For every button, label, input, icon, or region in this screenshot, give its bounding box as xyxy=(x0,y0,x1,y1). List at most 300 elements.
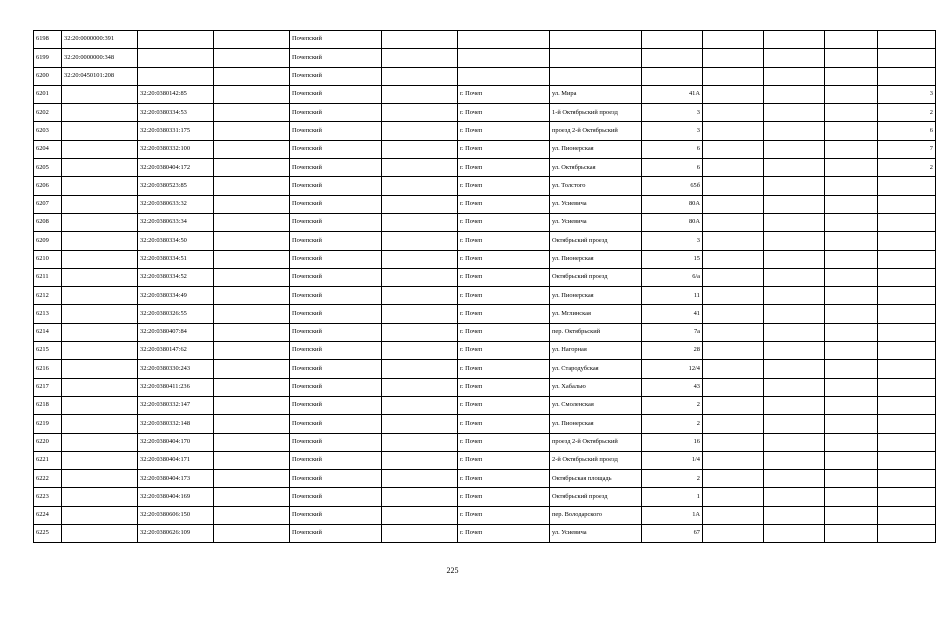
table-cell xyxy=(382,268,458,286)
table-cell: 32:20:0380334:52 xyxy=(138,268,214,286)
table-cell: г. Почеп xyxy=(458,122,550,140)
table-cell: 32:20:0380411:236 xyxy=(138,378,214,396)
table-cell xyxy=(703,67,764,85)
table-cell: г. Почеп xyxy=(458,470,550,488)
table-cell xyxy=(825,268,878,286)
table-cell: 32:20:0380626:109 xyxy=(138,525,214,543)
table-cell xyxy=(764,177,825,195)
table-cell xyxy=(878,451,936,469)
table-cell xyxy=(878,506,936,524)
table-cell xyxy=(703,49,764,67)
table-cell: 32:20:0380633:32 xyxy=(138,195,214,213)
table-cell: 6206 xyxy=(34,177,62,195)
table-cell xyxy=(382,451,458,469)
table-row xyxy=(34,396,936,414)
table-cell xyxy=(214,451,290,469)
table-cell: 6 xyxy=(642,159,703,177)
table-cell xyxy=(825,232,878,250)
table-cell xyxy=(764,122,825,140)
table-cell xyxy=(214,342,290,360)
table-cell: 43 xyxy=(642,378,703,396)
table-cell xyxy=(764,49,825,67)
table-cell xyxy=(382,433,458,451)
table-cell: г. Почеп xyxy=(458,342,550,360)
table-cell: г. Почеп xyxy=(458,378,550,396)
table-cell xyxy=(703,488,764,506)
table-cell xyxy=(382,506,458,524)
table-cell: г. Почеп xyxy=(458,396,550,414)
table-cell xyxy=(62,506,138,524)
table-cell xyxy=(382,85,458,103)
table-cell: Октябрьский проезд xyxy=(550,488,642,506)
table-row xyxy=(34,159,936,177)
table-cell xyxy=(138,31,214,49)
table-cell: 32:20:0380334:50 xyxy=(138,232,214,250)
table-row xyxy=(34,85,936,103)
table-cell xyxy=(703,378,764,396)
table-row xyxy=(34,177,936,195)
table-cell xyxy=(382,177,458,195)
table-cell: 32:20:0380407:84 xyxy=(138,323,214,341)
table-cell xyxy=(703,506,764,524)
table-cell: г. Почеп xyxy=(458,433,550,451)
table-cell xyxy=(825,177,878,195)
table-cell: Почепский xyxy=(290,305,382,323)
table-row xyxy=(34,67,936,85)
table-cell: 32:20:0380142:85 xyxy=(138,85,214,103)
table-cell xyxy=(62,268,138,286)
table-row xyxy=(34,213,936,231)
table-cell xyxy=(550,31,642,49)
table-cell xyxy=(62,159,138,177)
table-cell xyxy=(764,378,825,396)
table-cell: 1/4 xyxy=(642,451,703,469)
table-cell xyxy=(138,49,214,67)
table-cell xyxy=(382,213,458,231)
table-cell: 6225 xyxy=(34,525,62,543)
table-cell xyxy=(62,232,138,250)
table-cell: 6215 xyxy=(34,342,62,360)
table-cell xyxy=(878,415,936,433)
table-cell xyxy=(703,195,764,213)
table-cell xyxy=(703,525,764,543)
table-cell: 6201 xyxy=(34,85,62,103)
table-cell xyxy=(214,159,290,177)
table-cell: пер. Володарского xyxy=(550,506,642,524)
table-cell: Почепский xyxy=(290,268,382,286)
table-cell: ул. Пионерская xyxy=(550,250,642,268)
table-cell: 2 xyxy=(878,159,936,177)
table-cell: ул. Усиевича xyxy=(550,195,642,213)
table-cell xyxy=(764,104,825,122)
table-cell xyxy=(703,287,764,305)
table-cell: Почепский xyxy=(290,378,382,396)
table-cell xyxy=(214,177,290,195)
table-cell xyxy=(764,360,825,378)
table-cell xyxy=(62,415,138,433)
table-cell: 6203 xyxy=(34,122,62,140)
table-cell xyxy=(878,268,936,286)
table-row xyxy=(34,140,936,158)
table-cell xyxy=(764,85,825,103)
table-cell: г. Почеп xyxy=(458,250,550,268)
table-cell xyxy=(703,122,764,140)
table-row xyxy=(34,525,936,543)
table-cell xyxy=(764,433,825,451)
table-row xyxy=(34,232,936,250)
table-cell: 32:20:0380404:173 xyxy=(138,470,214,488)
table-cell: 6222 xyxy=(34,470,62,488)
table-cell: 15 xyxy=(642,250,703,268)
table-cell: 1-й Октябрьский проезд xyxy=(550,104,642,122)
table-cell: 32:20:0380331:175 xyxy=(138,122,214,140)
table-cell: 32:20:0380332:100 xyxy=(138,140,214,158)
table-cell xyxy=(214,506,290,524)
table-cell xyxy=(214,122,290,140)
table-cell xyxy=(62,305,138,323)
table-cell xyxy=(382,525,458,543)
table-cell: 28 xyxy=(642,342,703,360)
table-row xyxy=(34,342,936,360)
table-cell xyxy=(62,177,138,195)
table-cell xyxy=(382,342,458,360)
table-cell: ул. Пионерская xyxy=(550,140,642,158)
table-cell xyxy=(382,159,458,177)
table-cell xyxy=(62,213,138,231)
table-cell xyxy=(825,506,878,524)
table-body xyxy=(34,31,936,543)
table-cell: г. Почеп xyxy=(458,360,550,378)
table-cell: Почепский xyxy=(290,287,382,305)
table-cell xyxy=(825,360,878,378)
table-cell: ул. Пионерская xyxy=(550,287,642,305)
table-cell xyxy=(703,250,764,268)
table-cell: 6221 xyxy=(34,451,62,469)
table-cell xyxy=(458,67,550,85)
table-cell: 6205 xyxy=(34,159,62,177)
table-cell xyxy=(62,104,138,122)
table-cell: Почепский xyxy=(290,323,382,341)
table-cell xyxy=(62,342,138,360)
table-cell: Почепский xyxy=(290,433,382,451)
table-cell: 6210 xyxy=(34,250,62,268)
table-cell: Октябрьский проезд xyxy=(550,232,642,250)
table-cell xyxy=(825,470,878,488)
table-cell: Почепский xyxy=(290,451,382,469)
table-cell: г. Почеп xyxy=(458,488,550,506)
table-cell xyxy=(825,104,878,122)
table-cell: 2 xyxy=(878,104,936,122)
table-cell: 32:20:0380633:34 xyxy=(138,213,214,231)
table-cell xyxy=(825,488,878,506)
table-cell xyxy=(825,85,878,103)
table-cell: ул. Мира xyxy=(550,85,642,103)
table-cell xyxy=(642,49,703,67)
table-cell xyxy=(214,323,290,341)
table-cell: ул. Усиевича xyxy=(550,213,642,231)
table-cell xyxy=(214,232,290,250)
table-cell xyxy=(825,213,878,231)
table-cell xyxy=(382,67,458,85)
table-cell: Почепский xyxy=(290,31,382,49)
table-cell: г. Почеп xyxy=(458,213,550,231)
table-cell xyxy=(214,305,290,323)
table-cell: 2 xyxy=(642,415,703,433)
table-cell xyxy=(642,67,703,85)
table-cell: 32:20:0380332:147 xyxy=(138,396,214,414)
table-cell xyxy=(703,177,764,195)
table-cell xyxy=(764,268,825,286)
table-cell: Почепский xyxy=(290,232,382,250)
table-cell xyxy=(703,232,764,250)
table-cell xyxy=(214,488,290,506)
table-cell: г. Почеп xyxy=(458,415,550,433)
table-cell xyxy=(382,122,458,140)
table-cell: 32:20:0380404:171 xyxy=(138,451,214,469)
table-cell xyxy=(382,470,458,488)
table-cell xyxy=(382,360,458,378)
table-cell xyxy=(214,525,290,543)
table-cell xyxy=(62,360,138,378)
table-cell: 32:20:0000000:348 xyxy=(62,49,138,67)
table-cell xyxy=(62,323,138,341)
table-cell xyxy=(62,488,138,506)
table-cell xyxy=(878,342,936,360)
table-cell xyxy=(703,140,764,158)
table-cell xyxy=(214,415,290,433)
table-cell xyxy=(62,195,138,213)
table-cell xyxy=(878,433,936,451)
table-row xyxy=(34,433,936,451)
table-cell: 1 xyxy=(642,488,703,506)
table-cell xyxy=(62,85,138,103)
table-cell xyxy=(878,525,936,543)
table-cell: 6219 xyxy=(34,415,62,433)
table-cell xyxy=(382,49,458,67)
table-cell xyxy=(214,268,290,286)
table-cell xyxy=(764,232,825,250)
table-cell xyxy=(382,305,458,323)
table-row xyxy=(34,360,936,378)
table-cell: г. Почеп xyxy=(458,232,550,250)
table-cell xyxy=(214,85,290,103)
table-cell xyxy=(764,250,825,268)
table-cell: г. Почеп xyxy=(458,268,550,286)
table-cell: Почепский xyxy=(290,122,382,140)
table-cell xyxy=(703,360,764,378)
table-cell: Октябрьский проезд xyxy=(550,268,642,286)
table-cell xyxy=(62,250,138,268)
table-cell xyxy=(62,122,138,140)
table-cell: Почепский xyxy=(290,177,382,195)
table-cell xyxy=(825,378,878,396)
table-cell: 6211 xyxy=(34,268,62,286)
table-cell xyxy=(878,323,936,341)
table-row xyxy=(34,488,936,506)
table-cell: 6198 xyxy=(34,31,62,49)
table-cell xyxy=(825,287,878,305)
table-cell: г. Почеп xyxy=(458,85,550,103)
table-cell: ул. Нагорная xyxy=(550,342,642,360)
table-cell xyxy=(382,323,458,341)
table-cell xyxy=(62,396,138,414)
table-cell: Почепский xyxy=(290,104,382,122)
table-cell: г. Почеп xyxy=(458,506,550,524)
table-cell xyxy=(825,250,878,268)
table-cell xyxy=(878,250,936,268)
table-cell: 6199 xyxy=(34,49,62,67)
table-cell: 6208 xyxy=(34,213,62,231)
table-cell: 6207 xyxy=(34,195,62,213)
table-cell xyxy=(878,360,936,378)
table-cell: проезд 2-й Октябрьский xyxy=(550,122,642,140)
table-cell xyxy=(214,31,290,49)
table-cell: 32:20:0380606:150 xyxy=(138,506,214,524)
table-cell xyxy=(764,488,825,506)
table-cell xyxy=(703,85,764,103)
table-row xyxy=(34,415,936,433)
table-cell: 6/а xyxy=(642,268,703,286)
table-cell xyxy=(878,305,936,323)
table-cell xyxy=(825,323,878,341)
table-cell xyxy=(214,287,290,305)
table-cell: г. Почеп xyxy=(458,177,550,195)
table-cell xyxy=(62,433,138,451)
table-row xyxy=(34,195,936,213)
table-cell: 6 xyxy=(642,140,703,158)
table-cell: 32:20:0380334:49 xyxy=(138,287,214,305)
table-cell xyxy=(878,232,936,250)
table-cell: 1А xyxy=(642,506,703,524)
table-cell: Почепский xyxy=(290,415,382,433)
table-cell: ул. Пионерская xyxy=(550,415,642,433)
table-cell xyxy=(458,49,550,67)
table-cell: Почепский xyxy=(290,159,382,177)
table-cell xyxy=(214,250,290,268)
table-cell xyxy=(878,488,936,506)
table-cell: Почепский xyxy=(290,360,382,378)
table-cell: 32:20:0450101:208 xyxy=(62,67,138,85)
table-cell xyxy=(878,195,936,213)
table-cell: г. Почеп xyxy=(458,140,550,158)
table-cell xyxy=(214,378,290,396)
table-cell xyxy=(62,378,138,396)
table-row xyxy=(34,378,936,396)
table-cell: 32:20:0380523:85 xyxy=(138,177,214,195)
table-cell xyxy=(764,31,825,49)
table-cell xyxy=(764,342,825,360)
table-cell xyxy=(703,104,764,122)
table-cell: ул. Хабалью xyxy=(550,378,642,396)
table-cell: 6224 xyxy=(34,506,62,524)
table-cell: 32:20:0380404:169 xyxy=(138,488,214,506)
table-cell: 11 xyxy=(642,287,703,305)
table-cell xyxy=(703,396,764,414)
table-cell xyxy=(825,140,878,158)
table-row xyxy=(34,250,936,268)
table-row xyxy=(34,122,936,140)
table-cell xyxy=(382,250,458,268)
table-cell xyxy=(825,195,878,213)
table-cell: 2 xyxy=(642,470,703,488)
table-cell xyxy=(764,213,825,231)
table-cell xyxy=(62,287,138,305)
table-cell xyxy=(825,305,878,323)
table-cell: 12/4 xyxy=(642,360,703,378)
table-cell: г. Почеп xyxy=(458,104,550,122)
table-cell: Почепский xyxy=(290,85,382,103)
table-cell: 6204 xyxy=(34,140,62,158)
table-cell: 6212 xyxy=(34,287,62,305)
table-cell xyxy=(825,342,878,360)
table-cell: 7а xyxy=(642,323,703,341)
table-cell: 32:20:0380404:170 xyxy=(138,433,214,451)
table-cell: 32:20:0380147:62 xyxy=(138,342,214,360)
table-cell xyxy=(382,396,458,414)
table-cell xyxy=(878,49,936,67)
table-cell: Почепский xyxy=(290,525,382,543)
table-cell xyxy=(764,159,825,177)
table-cell xyxy=(825,49,878,67)
table-cell: 65б xyxy=(642,177,703,195)
table-cell: 32:20:0380334:51 xyxy=(138,250,214,268)
table-cell: 16 xyxy=(642,433,703,451)
table-cell xyxy=(825,31,878,49)
table-cell xyxy=(214,104,290,122)
table-cell: ул. Октябрьская xyxy=(550,159,642,177)
table-cell: Почепский xyxy=(290,250,382,268)
table-cell: 80А xyxy=(642,213,703,231)
table-cell xyxy=(703,31,764,49)
table-cell xyxy=(878,67,936,85)
table-cell xyxy=(62,451,138,469)
table-cell xyxy=(878,470,936,488)
table-cell: 6202 xyxy=(34,104,62,122)
table-cell xyxy=(458,31,550,49)
table-cell xyxy=(878,287,936,305)
table-cell: 67 xyxy=(642,525,703,543)
table-cell xyxy=(825,396,878,414)
page-number: 225 xyxy=(446,566,459,575)
table-cell: 6 xyxy=(878,122,936,140)
table-cell xyxy=(62,525,138,543)
table-cell xyxy=(878,396,936,414)
table-cell xyxy=(703,159,764,177)
table-cell: 6223 xyxy=(34,488,62,506)
table-cell xyxy=(703,451,764,469)
table-cell xyxy=(138,67,214,85)
table-cell: Почепский xyxy=(290,396,382,414)
table-cell xyxy=(703,305,764,323)
table-cell xyxy=(703,342,764,360)
table-cell: 6213 xyxy=(34,305,62,323)
table-cell: 41А xyxy=(642,85,703,103)
table-cell: проезд 2-й Октябрьский xyxy=(550,433,642,451)
table-cell: 41 xyxy=(642,305,703,323)
table-cell: 6200 xyxy=(34,67,62,85)
table-row xyxy=(34,470,936,488)
table-cell xyxy=(550,67,642,85)
table-row xyxy=(34,268,936,286)
table-cell: 3 xyxy=(878,85,936,103)
table-cell xyxy=(703,213,764,231)
table-cell xyxy=(764,470,825,488)
table-cell xyxy=(382,488,458,506)
table-cell xyxy=(703,433,764,451)
table-cell: пер. Октябрьский xyxy=(550,323,642,341)
table-cell xyxy=(764,415,825,433)
table-cell: 6220 xyxy=(34,433,62,451)
